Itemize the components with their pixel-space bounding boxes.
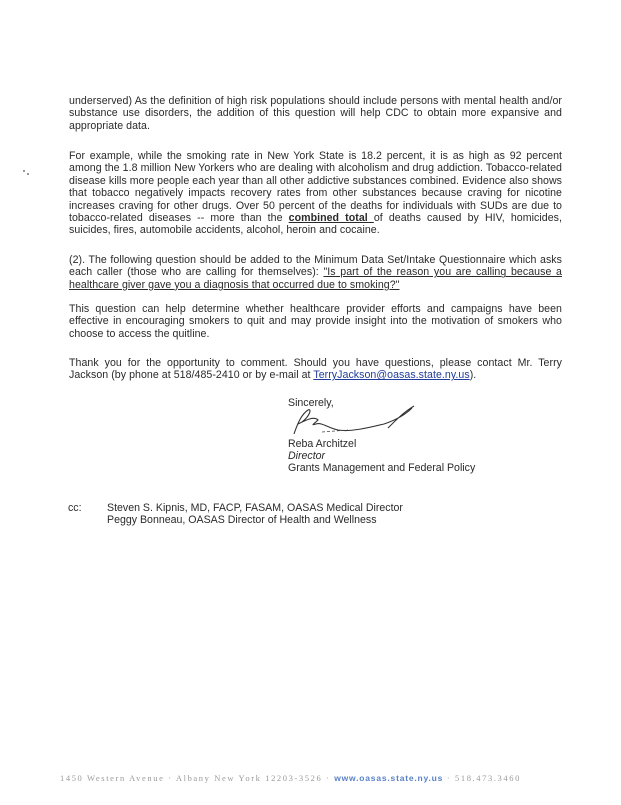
- footer-phone: · 518.473.3460: [443, 773, 521, 783]
- paragraph-question-rationale: [69, 303, 562, 340]
- scan-speck: [27, 173, 29, 175]
- proposed-question-quote: "Is part of the reason you are calling because a healthcare giver gave you a diagnosis that occurred due to smoking?": [69, 266, 562, 291]
- paragraph-question-proposal: [69, 254, 562, 291]
- paragraph-text: underserved) As the definition of high risk populations should include persons with mental health and/or substance use disorders, the addition of this question will help CDC to obtain more expansive and appropriate data.: [69, 95, 562, 132]
- handwritten-signature: [288, 402, 428, 442]
- cc-recipient: Peggy Bonneau, OASAS Director of Health and Wellness: [107, 514, 377, 527]
- cc-label: cc:: [68, 502, 82, 514]
- paragraph-text: This question can help determine whether healthcare provider efforts and campaigns have been effective in encouraging smokers to quit and may provide insight into the motivation of smokers who choose to access the quitline.: [69, 303, 562, 340]
- paragraph-text: Thank you for the opportunity to comment. Should you have questions, please contact Mr. Terry Jackson (by phone at 518/485-2410 or by e-mail at: [69, 357, 562, 382]
- signer-department: Grants Management and Federal Policy: [288, 462, 476, 474]
- paragraph-text: (2). The following question should be added to the Minimum Data Set/Intake Questionnaire which asks each caller (those who are calling for themselves):: [69, 254, 562, 279]
- signer-name: Reba Architzel: [288, 438, 357, 450]
- cc-list: [107, 502, 507, 527]
- salutation: Sincerely,: [288, 397, 334, 409]
- footer-address: 1450 Western Avenue · Albany New York 12203-3526 ·: [60, 773, 335, 783]
- cc-recipient: Steven S. Kipnis, MD, FACP, FASAM, OASAS Medical Director: [107, 502, 403, 514]
- emphasis-combined-total: combined total: [288, 212, 374, 225]
- footer-website: www.oasas.state.ny.us: [334, 773, 444, 783]
- scan-speck: [23, 170, 25, 172]
- paragraph-smoking-statistics: [69, 150, 562, 237]
- contact-email-link[interactable]: TerryJackson@oasas.state.ny.us: [313, 369, 470, 382]
- letterhead-footer: [60, 772, 580, 784]
- paragraph-thank-you: [69, 357, 562, 382]
- signer-title: Director: [288, 450, 326, 462]
- paragraph-text: For example, while the smoking rate in New York State is 18.2 percent, it is as high as 92 percent among the 1.8 million New Yorkers who are dealing with alcoholism and drug addiction. Tobacco-related disease kills more people each year than all other addictive substances combined. Evidence also shows that tobacco negatively impacts recovery rates from other substances because craving for nicotine increases craving for other drugs. Over 50 percent of the deaths for individuals with SUDs are due to tobacco-related diseases -- more than the: [69, 150, 562, 225]
- paragraph-underserved: [69, 95, 562, 132]
- paragraph-text: ).: [469, 369, 477, 382]
- paragraph-text: of deaths caused by HIV, homicides, suicides, fires, automobile accidents, alcohol, heroin and cocaine.: [69, 212, 562, 237]
